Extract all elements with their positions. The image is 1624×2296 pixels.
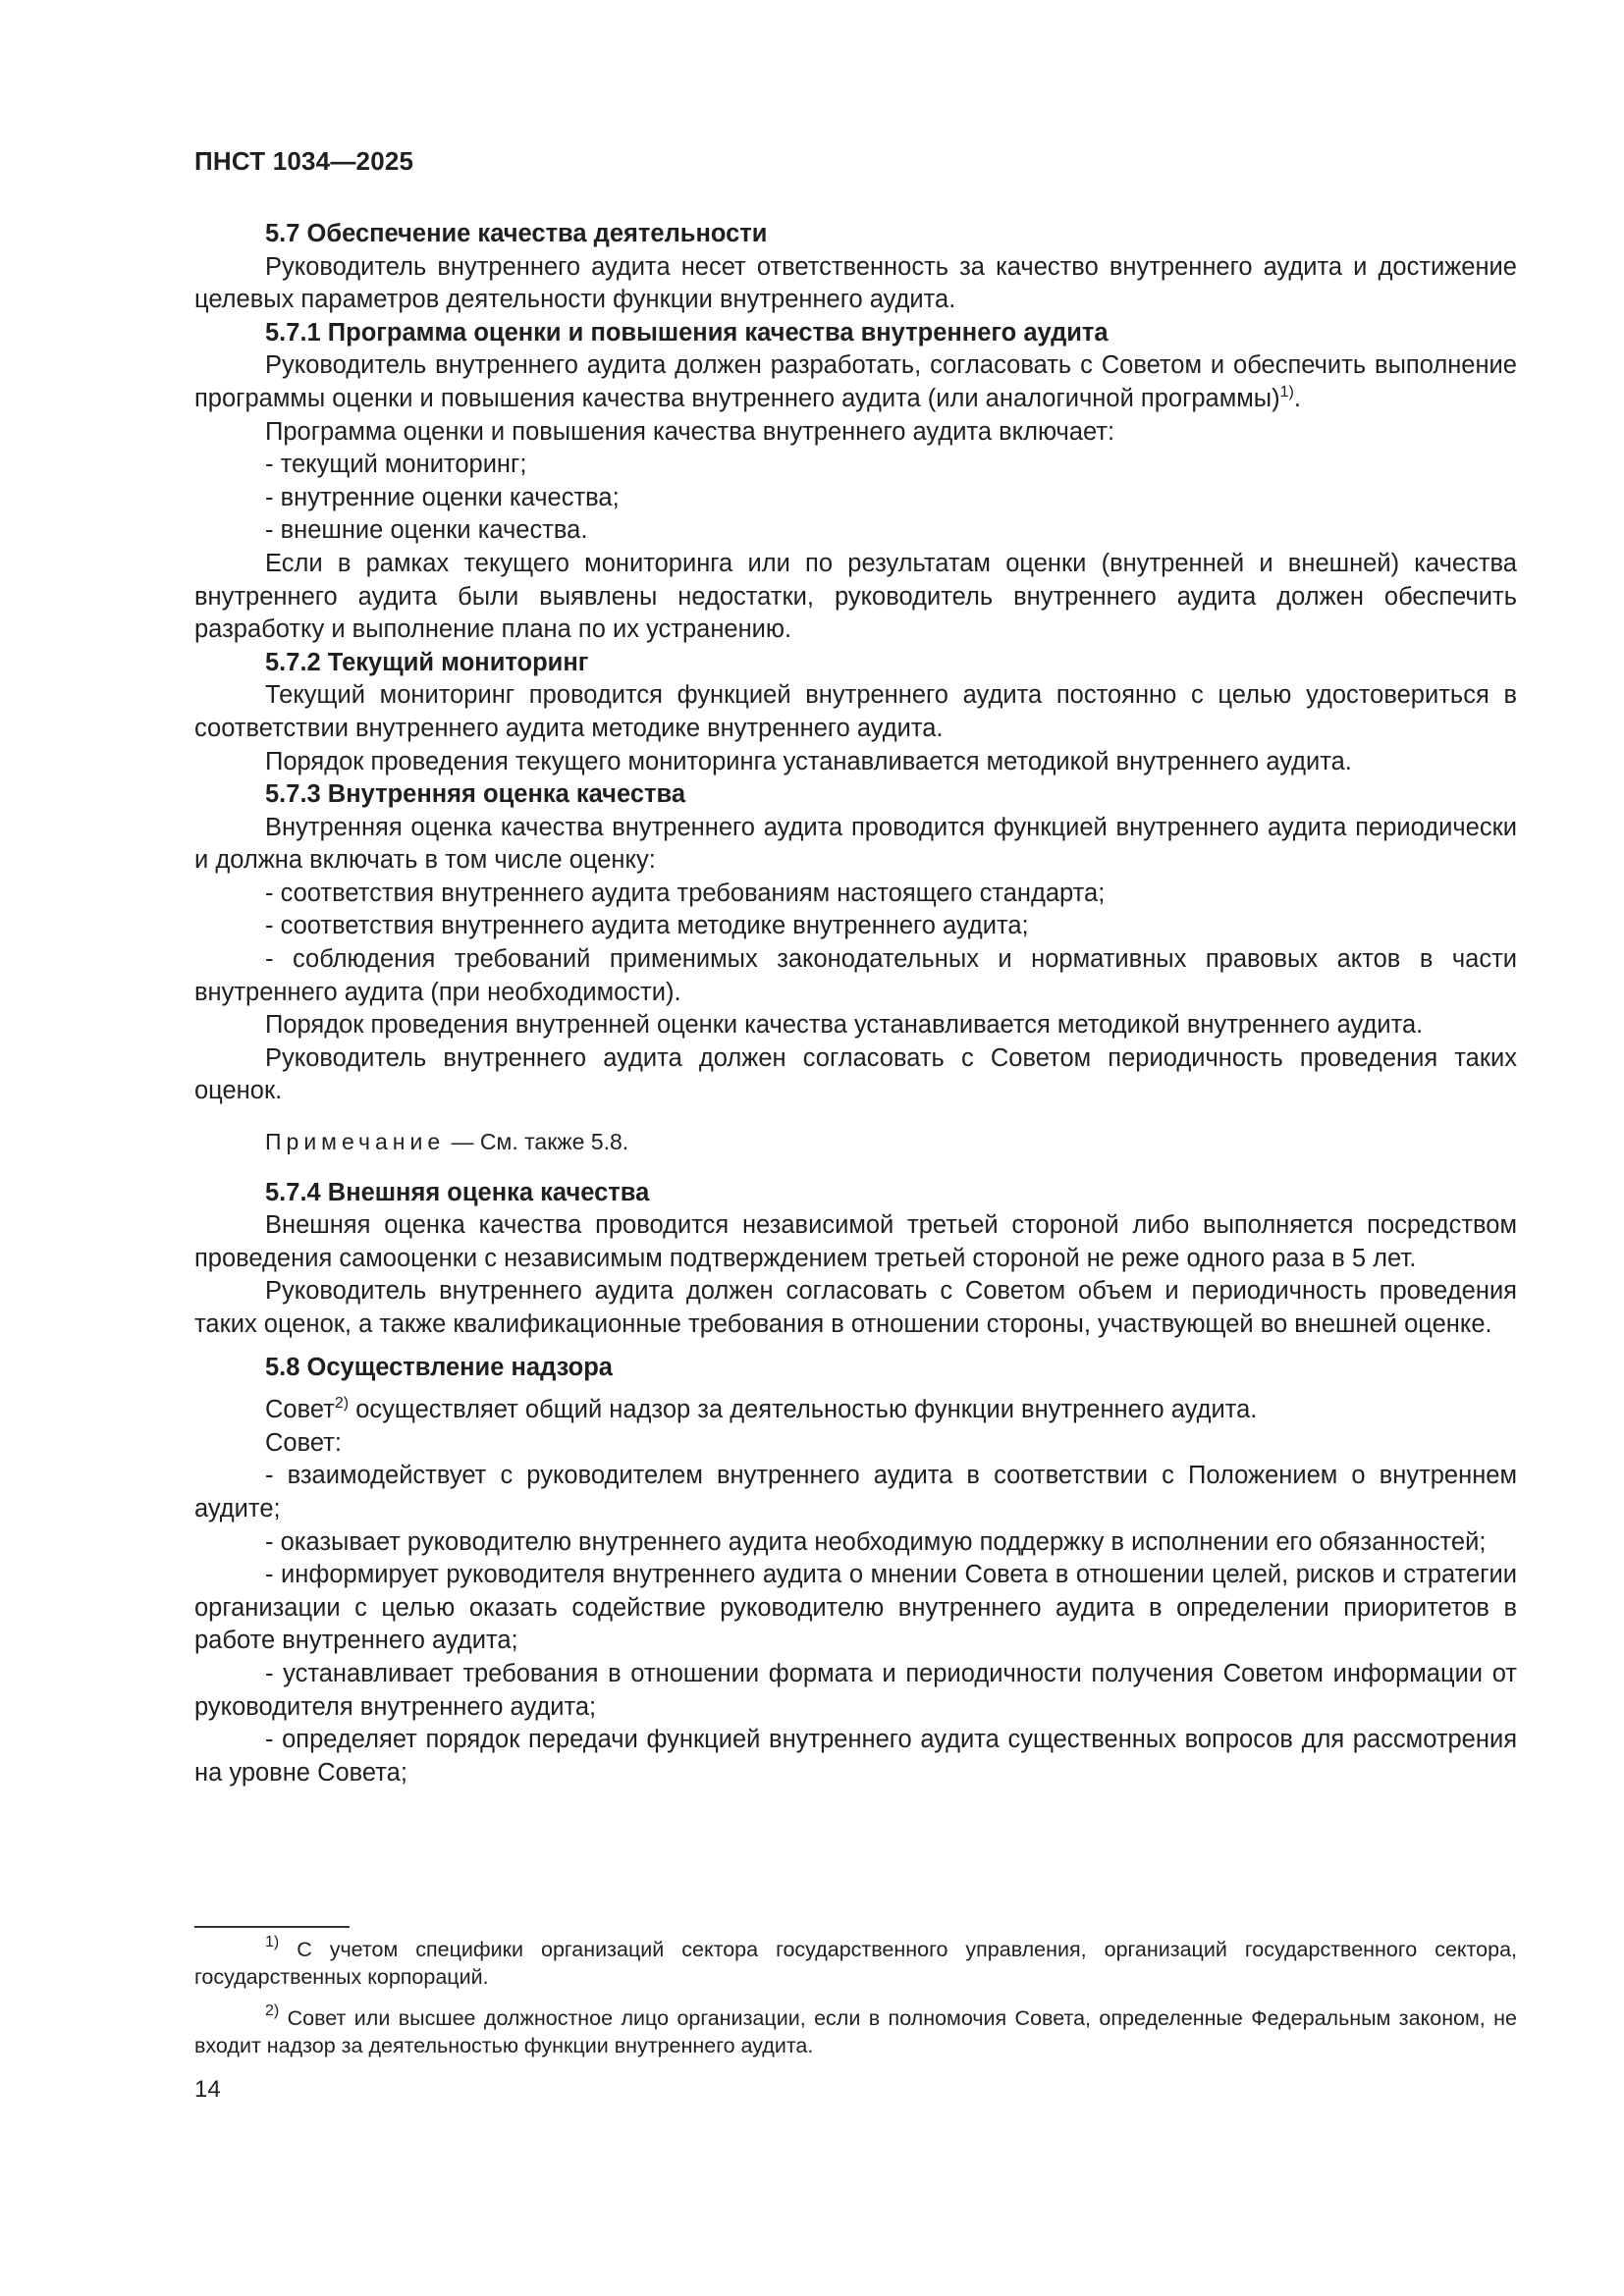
note-text: — См. также 5.8. bbox=[451, 1129, 629, 1155]
footnote-1 bbox=[194, 1936, 1517, 1991]
list-item: - соблюдения требований применимых законодательных и нормативных правовых актов в части внутреннего аудита (при необходимости). bbox=[194, 945, 1517, 1006]
page-number: 14 bbox=[194, 2076, 221, 2103]
paragraph: Порядок проведения текущего мониторинга устанавливается методикой внутреннего аудита. bbox=[265, 747, 1352, 775]
paragraph: Внутренняя оценка качества внутреннего аудита проводится функцией внутреннего аудита периодически и должна включать в том числе оценку: bbox=[194, 813, 1517, 875]
list-item: - определяет порядок передачи функцией внутреннего аудита существенных вопросов для рассмотрения на уровне Совета; bbox=[194, 1726, 1517, 1787]
section-heading-5-7-3: 5.7.3 Внутренняя оценка качества bbox=[265, 780, 686, 809]
footnote-mark: 1) bbox=[265, 1934, 280, 1950]
paragraph: Порядок проведения внутренней оценки качества устанавливается методикой внутреннего аудита. bbox=[265, 1011, 1424, 1040]
paragraph-text: осуществляет общий надзор за деятельностью функции внутреннего аудита. bbox=[349, 1396, 1258, 1424]
paragraph-end: . bbox=[1293, 384, 1301, 412]
paragraph: Руководитель внутреннего аудита должен согласовать с Советом объем и периодичность проведения таких оценок, а также квалификационные требования в отношении стороны, участвующей во внешней оценке. bbox=[194, 1277, 1517, 1338]
document-code-header: ПНСТ 1034—2025 bbox=[194, 146, 414, 176]
note-label: Примечание bbox=[265, 1129, 446, 1155]
paragraph bbox=[194, 349, 1517, 415]
list-item: - информирует руководителя внутреннего аудита о мнении Совета в отношении целей, рисков и стратегии организации с целью оказать содействие руководителю внутреннего аудита в определении приоритетов в работе внутреннего аудита; bbox=[194, 1561, 1517, 1655]
list-item: - взаимодействует с руководителем внутреннего аудита в соответствии с Положением о внутреннем аудите; bbox=[194, 1462, 1517, 1522]
section-heading-5-7: 5.7 Обеспечение качества деятельности bbox=[265, 220, 768, 247]
list-item: - устанавливает требования в отношении формата и периодичности получения Советом информации от руководителя внутреннего аудита; bbox=[194, 1659, 1517, 1721]
list-item: - внутренние оценки качества; bbox=[265, 483, 620, 511]
paragraph: Если в рамках текущего мониторинга или по результатам оценки (внутренней и внешней) качества внутреннего аудита были выявлены недостатки, руководитель внутреннего аудита должен обеспечить разработку и выполнение плана по их устранению. bbox=[194, 549, 1517, 644]
footnote-separator bbox=[194, 1926, 350, 1928]
footnote-2 bbox=[194, 2004, 1517, 2059]
note bbox=[194, 1126, 1517, 1159]
list-item: - соответствия внутреннего аудита требованиям настоящего стандарта; bbox=[265, 879, 1106, 907]
footnote-ref[interactable]: 2) bbox=[334, 1395, 350, 1413]
section-heading-5-7-1: 5.7.1 Программа оценки и повышения качества внутреннего аудита bbox=[265, 318, 1109, 347]
section-heading-5-7-4: 5.7.4 Внешняя оценка качества bbox=[265, 1178, 650, 1206]
footnote-text: Совет или высшее должностное лицо организации, если в полномочия Совета, определенные Федеральным законом, не входит надзор за деятельностью функции внутреннего аудита. bbox=[194, 2006, 1517, 2057]
paragraph-text: Руководитель внутреннего аудита должен разработать, согласовать с Советом и обеспечить выполнение программы оценки и повышения качества внутреннего аудита (или аналогичной программы) bbox=[194, 351, 1517, 412]
paragraph-text: Совет bbox=[265, 1396, 335, 1424]
paragraph: Внешняя оценка качества проводится независимой третьей стороной либо выполняется посредством проведения самооценки с независимым подтверждением третьей стороной не реже одного раза в 5 лет. bbox=[194, 1211, 1517, 1272]
footnote-text: С учетом специфики организаций сектора государственного управления, организаций государственного сектора, государственных корпораций. bbox=[194, 1938, 1517, 1989]
paragraph: Программа оценки и повышения качества внутреннего аудита включает: bbox=[265, 417, 1115, 446]
paragraph bbox=[194, 1394, 1517, 1427]
list-item: - соответствия внутреннего аудита методике внутреннего аудита; bbox=[265, 912, 1029, 940]
list-item: - внешние оценки качества. bbox=[265, 516, 588, 545]
section-heading-5-8: 5.8 Осуществление надзора bbox=[265, 1353, 613, 1381]
paragraph: Текущий мониторинг проводится функцией внутреннего аудита постоянно с целью удостовериться в соответствии внутреннего аудита методике внутреннего аудита. bbox=[194, 681, 1517, 742]
section-heading-5-7-2: 5.7.2 Текущий мониторинг bbox=[265, 648, 589, 676]
paragraph: Руководитель внутреннего аудита должен согласовать с Советом периодичность проведения таких оценок. bbox=[194, 1043, 1517, 1105]
footnote-mark: 2) bbox=[265, 2002, 280, 2019]
footnote-ref[interactable]: 1) bbox=[1279, 383, 1294, 400]
paragraph: Совет: bbox=[265, 1428, 342, 1457]
paragraph: Руководитель внутреннего аудита несет ответственность за качество внутреннего аудита и достижение целевых параметров деятельности функции внутреннего аудита. bbox=[194, 252, 1517, 314]
list-item: - текущий мониторинг; bbox=[265, 451, 527, 479]
list-item: - оказывает руководителю внутреннего аудита необходимую поддержку в исполнении его обязанностей; bbox=[265, 1527, 1487, 1556]
document-body bbox=[194, 218, 1517, 1789]
